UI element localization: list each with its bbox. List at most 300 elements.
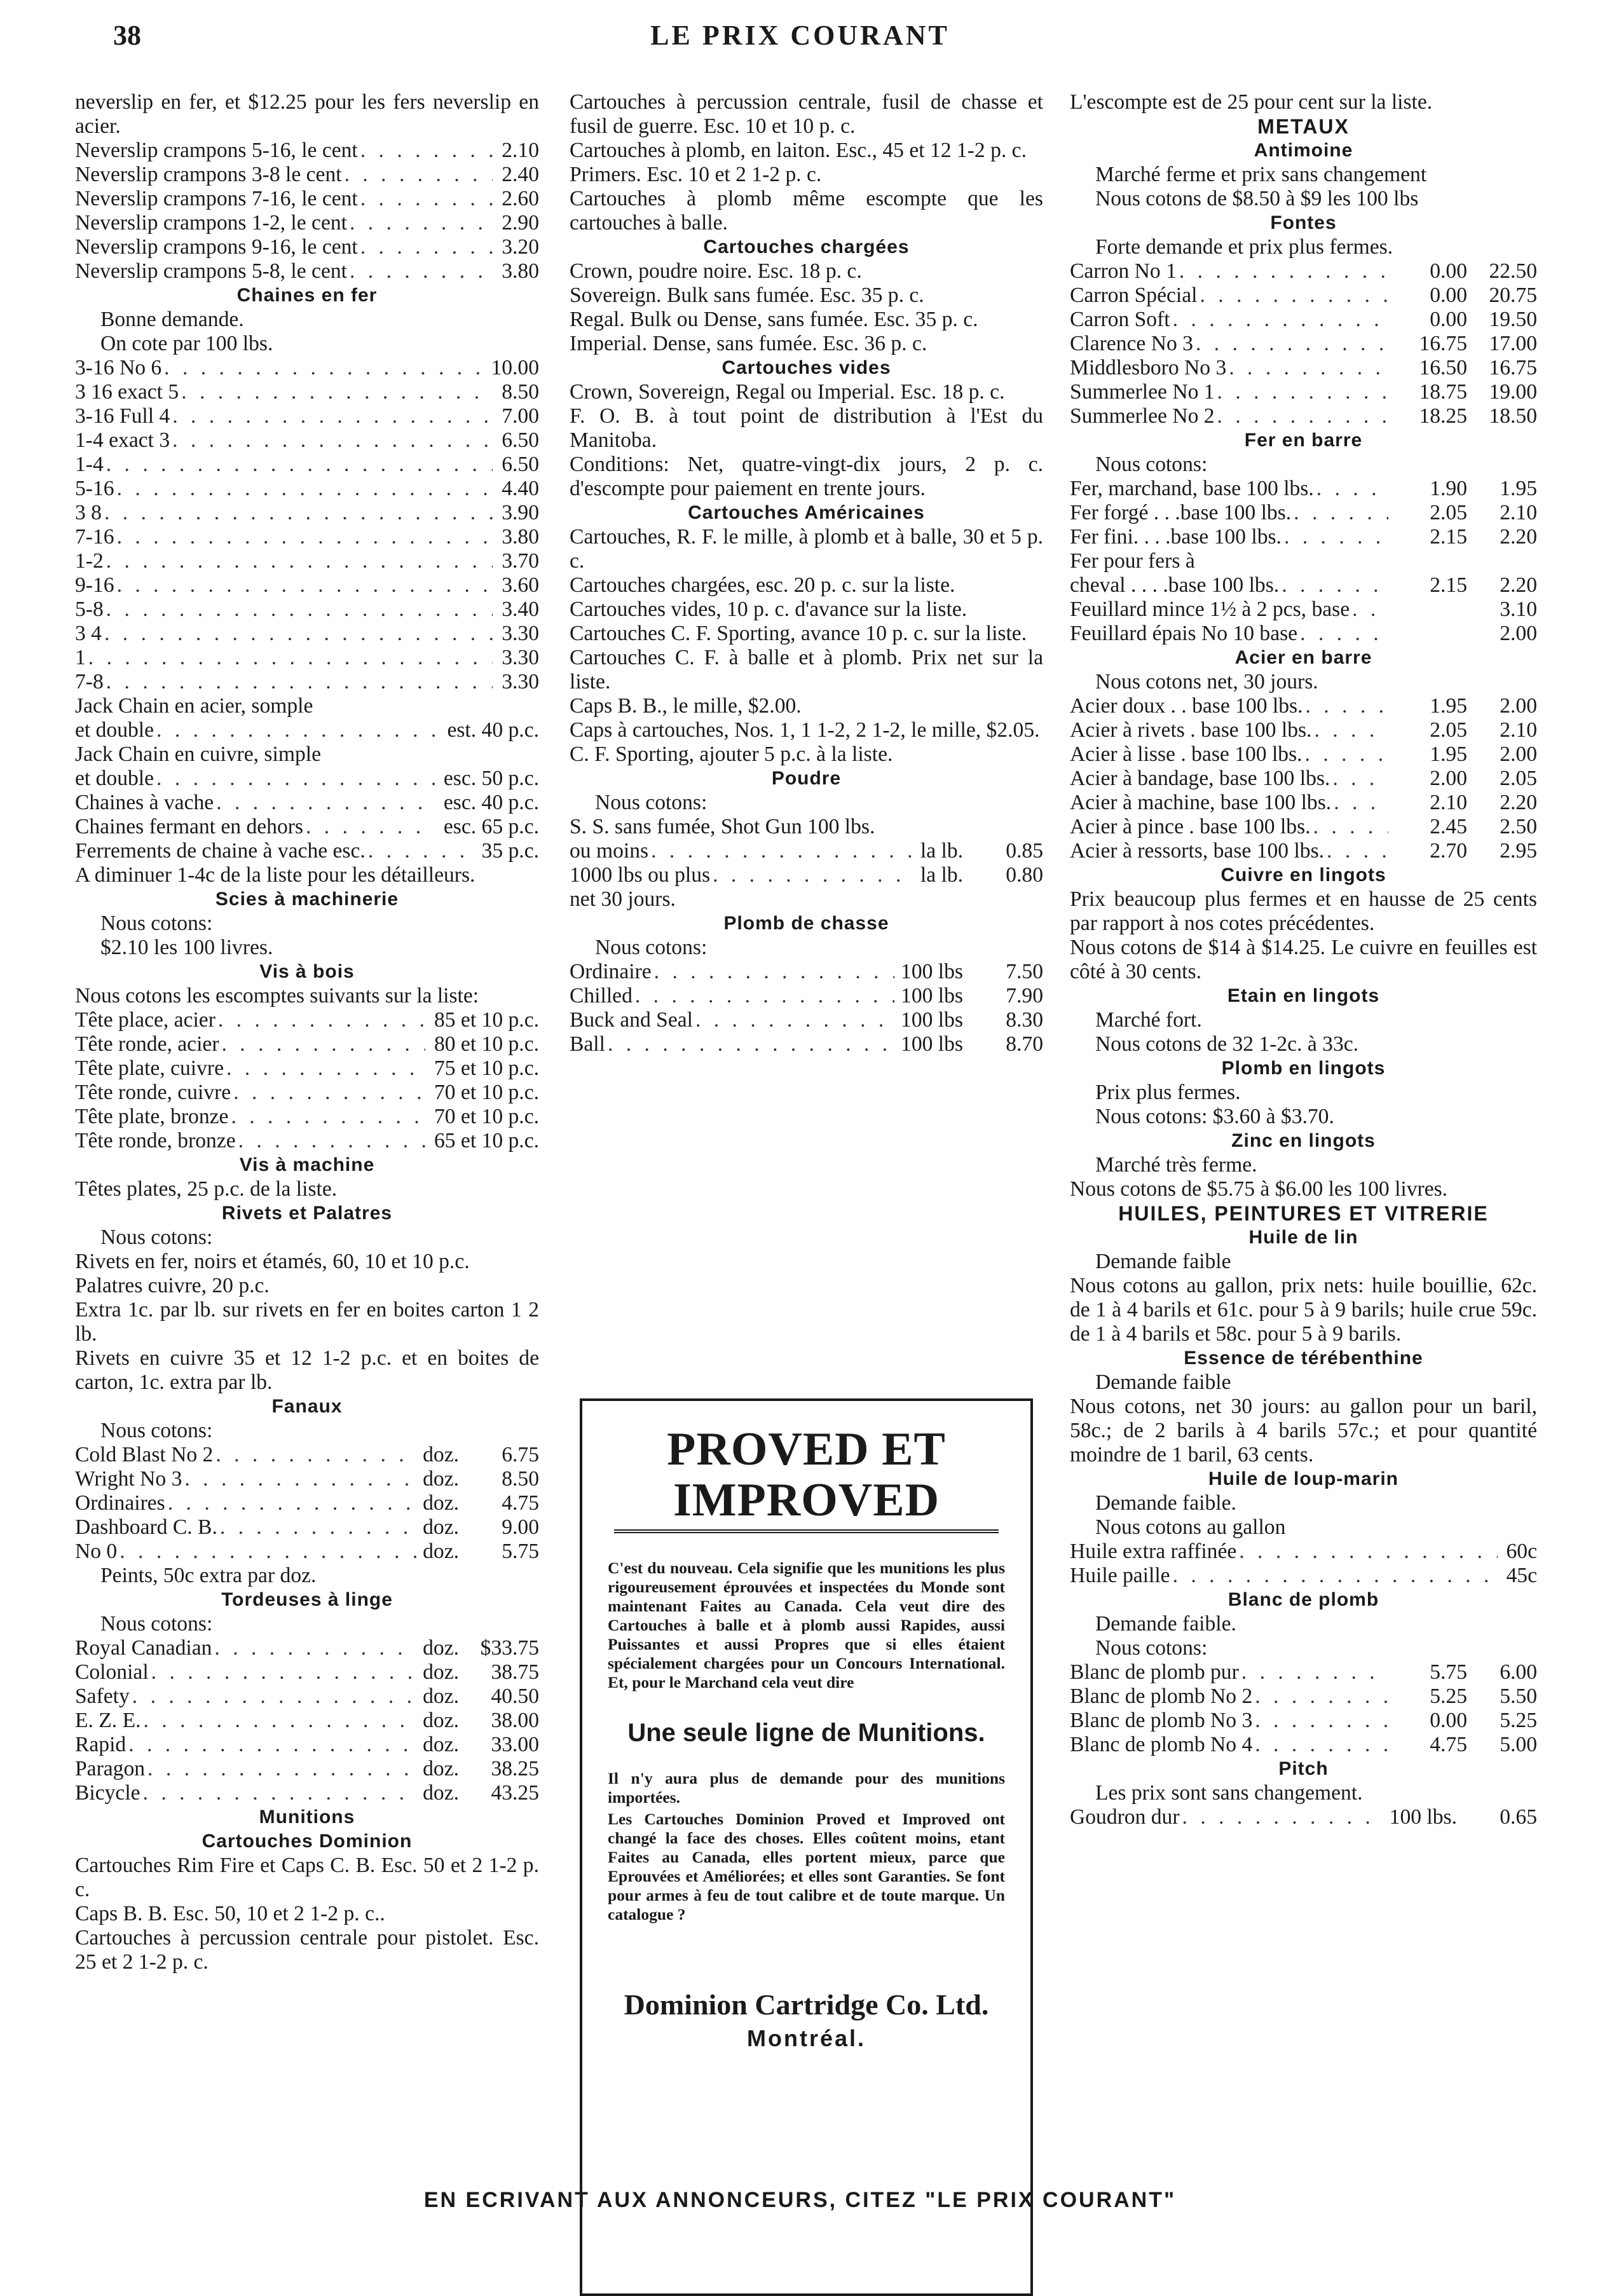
item-label: Ball [570, 1032, 605, 1056]
item-unit: doz. [423, 1467, 459, 1491]
item-price: 75 et 10 p.c. [434, 1056, 539, 1080]
price-row [75, 1781, 539, 1805]
price-row [75, 1467, 539, 1491]
item-unit: doz. [423, 1733, 459, 1756]
item-price-high: 1.95 [1500, 477, 1537, 500]
item-price-high: 5.50 [1500, 1684, 1537, 1708]
item-unit: doz. [423, 1660, 459, 1684]
item-price: est. 40 p.c. [447, 718, 539, 742]
leader-dots [1217, 380, 1388, 404]
leader-dots [106, 598, 493, 622]
item-price: 8.30 [1006, 1008, 1043, 1032]
item-label: 1 [75, 646, 86, 669]
paragraph: L'escompte est de 25 pour cent sur la liste. [1070, 90, 1433, 114]
text-line: $2.10 les 100 livres. [100, 936, 273, 959]
item-label: Carron Spécial [1070, 284, 1198, 307]
paragraph: Crown, Sovereign, Regal ou Imperial. Esc. 18 p. c. [570, 380, 1005, 404]
item-label: Neverslip crampons 1-2, le cent [75, 211, 347, 235]
section-heading: Scies à machinerie [215, 889, 399, 910]
leader-dots [117, 573, 493, 598]
paragraph: Cartouches, R. F. le mille, à plomb et à balle, 30 et 5 p. c. [570, 525, 1043, 573]
price-row [1070, 573, 1537, 598]
item-price-high: 19.00 [1489, 380, 1537, 404]
leader-dots [1200, 284, 1388, 308]
leader-dots [608, 1032, 894, 1056]
item-price-low: 4.75 [1430, 1733, 1467, 1756]
text-line: Têtes plates, 25 p.c. de la liste. [75, 1177, 338, 1201]
text-line: Marché très ferme. [1095, 1153, 1257, 1177]
page-title: LE PRIX COURANT [650, 20, 950, 51]
leader-dots [635, 984, 894, 1008]
item-price-high: 2.20 [1500, 525, 1537, 549]
leader-dots [1217, 404, 1388, 428]
paragraph: F. O. B. à tout point de distribution à l'Est du Manitoba. [570, 404, 1043, 452]
item-price: 6.50 [502, 428, 539, 452]
text-line: On cote par 100 lbs. [100, 332, 273, 355]
leader-dots [104, 622, 493, 646]
item-label: Chaines à vache [75, 791, 214, 814]
item-label: Goudron dur [1070, 1805, 1180, 1829]
section-heading: Cartouches chargées [703, 236, 910, 257]
item-label: Tête ronde, bronze [75, 1129, 236, 1152]
item-price: 3.30 [502, 670, 539, 694]
major-heading: HUILES, PEINTURES ET VITRERIE [1118, 1202, 1489, 1225]
price-row [75, 815, 539, 839]
item-price-high: 6.00 [1500, 1660, 1537, 1684]
leader-dots [1316, 477, 1388, 501]
price-row [1070, 622, 1537, 646]
price-row [570, 1032, 1043, 1056]
item-price: 3.70 [502, 549, 539, 573]
item-price: 2.40 [502, 163, 539, 186]
item-label: 1-4 exact 3 [75, 428, 170, 452]
text-line: Crown, poudre noire. Esc. 18 p. c. [570, 259, 862, 283]
price-row [1070, 1660, 1537, 1684]
section-heading: Cartouches Américaines [688, 502, 925, 523]
item-label: et double [75, 718, 154, 742]
item-price-low: 0.00 [1430, 259, 1467, 283]
item-label: Middlesboro No 3 [1070, 356, 1227, 379]
item-unit: doz. [423, 1684, 459, 1708]
item-price: 45c [1506, 1564, 1537, 1587]
item-price-high: 16.75 [1489, 356, 1537, 379]
item-label: Fer, marchand, base 100 lbs. [1070, 477, 1314, 500]
item-price: 3.20 [502, 235, 539, 259]
item-price: $33.75 [480, 1636, 539, 1660]
item-label: Neverslip crampons 5-16, le cent [75, 139, 358, 162]
section-heading: Tordeuses à linge [221, 1589, 393, 1610]
item-price-high: 2.00 [1500, 694, 1537, 718]
price-row [570, 863, 1043, 887]
price-row [75, 1515, 539, 1540]
item-label: Neverslip crampons 9-16, le cent [75, 235, 358, 259]
price-row [1070, 404, 1537, 428]
item-label: Acier à rivets . base 100 lbs. [1070, 718, 1312, 742]
item-label: Tête plate, cuivre [75, 1056, 224, 1080]
item-label: Colonial [75, 1660, 149, 1684]
item-price: 3.90 [502, 501, 539, 524]
text-line: Primers. Esc. 10 et 2 1-2 p. c. [570, 163, 822, 186]
dominion-cartridge-advertisement [580, 1398, 1033, 2296]
price-row [1070, 308, 1537, 332]
price-row [75, 404, 539, 428]
text-line: Nous cotons: [100, 1612, 213, 1636]
item-label: Neverslip crampons 7-16, le cent [75, 187, 358, 210]
column-left [75, 90, 539, 1974]
item-price-high: 2.00 [1500, 742, 1537, 766]
price-row [570, 839, 1043, 863]
section-heading: Poudre [771, 768, 842, 789]
price-row [75, 622, 539, 646]
column-right [1070, 90, 1537, 1829]
paragraph: Rivets en cuivre 35 et 12 1-2 p.c. et en boites de carton, 1c. extra par lb. [75, 1346, 539, 1394]
price-row [75, 1636, 539, 1660]
section-heading: Huile de lin [1248, 1227, 1358, 1248]
item-price-low: 0.00 [1430, 308, 1467, 331]
item-label: Ferrements de chaine à vache esc. [75, 839, 366, 863]
item-label: Chaines fermant en dehors [75, 815, 303, 838]
item-price-high: 3.10 [1500, 598, 1537, 621]
item-price: 8.70 [1006, 1032, 1043, 1056]
item-label: Feuillard épais No 10 base [1070, 622, 1298, 645]
item-unit: la lb. [920, 839, 963, 863]
section-heading: Fontes [1270, 212, 1337, 233]
item-price: 40.50 [491, 1684, 539, 1708]
paragraph: Cartouches à plomb, en laiton. Esc., 45 et 12 1-2 p. c. [570, 139, 1027, 162]
item-price-high: 2.10 [1500, 718, 1537, 742]
ad-slogan: Une seule ligne de Munitions. [627, 1719, 985, 1747]
item-label: 3-16 No 6 [75, 356, 162, 379]
item-price: 60c [1506, 1540, 1537, 1563]
item-price-low: 2.05 [1430, 718, 1467, 742]
item-label: 7-8 [75, 670, 104, 694]
leader-dots [1282, 573, 1388, 598]
item-label: Summerlee No 2 [1070, 404, 1215, 428]
leader-dots [1313, 815, 1388, 839]
price-row [75, 1757, 539, 1781]
text-line: Nous cotons: [595, 791, 708, 814]
item-label: Tête ronde, acier [75, 1032, 219, 1056]
text-line: Demande faible. [1095, 1491, 1236, 1515]
leader-dots [117, 477, 493, 501]
section-heading: Huile de loup-marin [1208, 1468, 1399, 1489]
item-label: Huile extra raffinée [1070, 1540, 1237, 1563]
ad-paragraph-imports: Il n'y aura plus de demande pour des munitions importées. [608, 1769, 1005, 1807]
leader-dots [1255, 1709, 1388, 1733]
price-row [75, 1008, 539, 1032]
item-price-high: 2.95 [1500, 839, 1537, 863]
leader-dots [1173, 1564, 1498, 1588]
leader-dots [306, 815, 435, 839]
section-heading: Zinc en lingots [1231, 1130, 1376, 1151]
item-label: Rapid [75, 1733, 126, 1756]
item-price-high: 20.75 [1489, 284, 1537, 307]
price-row [1070, 742, 1537, 767]
price-row [75, 1684, 539, 1709]
price-row [75, 1491, 539, 1515]
text-line: Bonne demande. [100, 308, 244, 331]
leader-dots [651, 839, 914, 863]
leader-dots [654, 960, 894, 984]
item-label: Paragon [75, 1757, 146, 1780]
price-row [1070, 839, 1537, 863]
price-row [75, 356, 539, 380]
item-label: 3-16 Full 4 [75, 404, 170, 428]
price-row [75, 501, 539, 525]
item-price: 9.00 [502, 1515, 539, 1539]
price-row [75, 573, 539, 598]
item-unit: doz. [423, 1781, 459, 1805]
item-label: Tête place, acier [75, 1008, 215, 1032]
item-price: 3.80 [502, 525, 539, 549]
item-price: 2.60 [502, 187, 539, 210]
item-price-high: 5.00 [1500, 1733, 1537, 1756]
price-row [75, 1081, 539, 1105]
text-line: Nous cotons: [100, 1419, 213, 1442]
paragraph: Caps à cartouches, Nos. 1, 1 1-2, 2 1-2, le mille, $2.05. [570, 718, 1040, 742]
item-price-high: 2.00 [1500, 622, 1537, 645]
item-price: 7.50 [1006, 960, 1043, 983]
text-line: Jack Chain en acier, somple [75, 694, 313, 718]
leader-dots [1196, 332, 1388, 356]
text-line: Nous cotons: [1095, 1636, 1208, 1660]
item-label: 3 16 exact 5 [75, 380, 179, 404]
item-price-low: 18.75 [1419, 380, 1467, 404]
leader-dots [1306, 694, 1389, 718]
item-price: 3.60 [502, 573, 539, 597]
price-row [75, 670, 539, 694]
text-line: Demande faible [1095, 1370, 1231, 1394]
price-row [1070, 598, 1537, 622]
section-heading: Fanaux [271, 1396, 343, 1417]
item-price-low: 2.05 [1430, 501, 1467, 524]
leader-dots [220, 1515, 416, 1540]
section-heading: Acier en barre [1234, 647, 1372, 668]
price-row [1070, 815, 1537, 839]
price-row [75, 453, 539, 477]
paragraph: Extra 1c. par lb. sur rivets en fer en boites carton 1 2 lb. [75, 1298, 539, 1346]
price-row [75, 187, 539, 211]
price-row [1070, 332, 1537, 356]
leader-dots [1284, 525, 1388, 549]
item-label: 3 8 [75, 501, 102, 524]
price-row [75, 380, 539, 404]
item-label: Carron No 1 [1070, 259, 1177, 283]
price-row [75, 428, 539, 453]
item-label: Blanc de plomb No 3 [1070, 1709, 1253, 1732]
item-price-low: 2.10 [1430, 791, 1467, 814]
item-price: 0.80 [1006, 863, 1043, 887]
item-label: Acier doux . . base 100 lbs. [1070, 694, 1303, 718]
item-label: Tête plate, bronze [75, 1105, 229, 1128]
item-price: esc. 40 p.c. [443, 791, 539, 814]
item-label: Tête ronde, cuivre [75, 1081, 231, 1104]
item-price-high: 19.50 [1489, 308, 1537, 331]
leader-dots [233, 1081, 425, 1105]
price-row [75, 139, 539, 163]
text-line: Nous cotons au gallon [1095, 1515, 1286, 1539]
price-row [1070, 1709, 1537, 1733]
item-label: Ordinaire [570, 960, 652, 983]
leader-dots [168, 1491, 416, 1515]
price-row [75, 791, 539, 815]
leader-dots [218, 1008, 425, 1032]
price-row [570, 1008, 1043, 1032]
item-price: 35 p.c. [481, 839, 539, 863]
item-price: 2.90 [502, 211, 539, 235]
leader-dots [120, 1540, 416, 1564]
item-price-low: 2.15 [1430, 573, 1467, 597]
item-label: Huile paille [1070, 1564, 1170, 1587]
item-label: E. Z. E. [75, 1709, 141, 1732]
leader-dots [151, 1660, 416, 1684]
item-price-low: 16.50 [1419, 356, 1467, 379]
price-row [75, 1733, 539, 1757]
section-heading: Essence de térébenthine [1184, 1348, 1423, 1369]
leader-dots [156, 718, 438, 742]
text-line: Prix plus fermes. [1095, 1081, 1241, 1104]
text-line: Fer pour fers à [1070, 549, 1195, 573]
leader-dots [184, 1467, 416, 1491]
paragraph: Nous cotons de $14 à $14.25. Le cuivre en feuilles est côté à 30 cents. [1070, 936, 1537, 983]
item-price-low: 0.00 [1430, 1709, 1467, 1732]
leader-dots [222, 1032, 425, 1056]
leader-dots [147, 1757, 416, 1781]
item-label: Safety [75, 1684, 130, 1708]
section-heading: Munitions [259, 1807, 355, 1828]
paragraph: Sovereign. Bulk sans fumée. Esc. 35 p. c. [570, 284, 924, 307]
item-price-high: 5.25 [1500, 1709, 1537, 1732]
leader-dots [1352, 598, 1388, 622]
item-price-low: 5.25 [1430, 1684, 1467, 1708]
item-price-high: 2.50 [1500, 815, 1537, 838]
price-row [1070, 1733, 1537, 1757]
leader-dots [1241, 1660, 1388, 1684]
leader-dots [695, 1008, 894, 1032]
item-price: 33.00 [491, 1733, 539, 1756]
item-price: 43.25 [491, 1781, 539, 1805]
item-price-high: 2.20 [1500, 791, 1537, 814]
item-label: cheval . . . .base 100 lbs. [1070, 573, 1280, 597]
item-unit: la lb. [920, 863, 963, 887]
leader-dots [1314, 718, 1388, 742]
text-line: Marché ferme et prix sans changement [1095, 163, 1427, 186]
item-label: 7-16 [75, 525, 114, 549]
item-price-high: 17.00 [1489, 332, 1537, 355]
item-label: Acier à bandage, base 100 lbs. [1070, 767, 1330, 790]
item-price: 8.50 [502, 1467, 539, 1491]
item-price-high: 2.05 [1500, 767, 1537, 790]
item-price: 6.75 [502, 1443, 539, 1466]
price-row [1070, 1805, 1537, 1829]
leader-dots [360, 235, 493, 259]
paragraph: Rivets en fer, noirs et étamés, 60, 10 et 10 p.c. [75, 1250, 470, 1273]
item-price: 38.25 [491, 1757, 539, 1780]
price-row [75, 598, 539, 622]
price-row [1070, 1540, 1537, 1564]
item-label: Acier à lisse . base 100 lbs. [1070, 742, 1303, 766]
ad-company-name: Dominion Cartridge Co. Ltd. [624, 1988, 989, 2021]
price-row [1070, 694, 1537, 718]
item-label: Feuillard mince 1½ à 2 pcs, base [1070, 598, 1350, 621]
section-heading: Cartouches vides [721, 357, 891, 378]
leader-dots [106, 453, 493, 477]
price-row [1070, 501, 1537, 525]
text-line: S. S. sans fumée, Shot Gun 100 lbs. [570, 815, 875, 838]
price-row [1070, 259, 1537, 284]
price-row [1070, 718, 1537, 742]
leader-dots [172, 428, 493, 453]
leader-dots [226, 1056, 425, 1081]
leader-dots [1229, 356, 1388, 380]
price-row [570, 960, 1043, 984]
item-price: 10.00 [491, 356, 539, 379]
section-heading: Antimoine [1254, 140, 1353, 161]
text-line: Nous cotons net, 30 jours. [1095, 670, 1318, 694]
leader-dots [368, 839, 473, 863]
item-price-low: 0.00 [1430, 284, 1467, 307]
leader-dots [1294, 501, 1388, 525]
item-price: 3.30 [502, 646, 539, 669]
item-price: 0.85 [1006, 839, 1043, 863]
item-price-low: 5.75 [1430, 1660, 1467, 1684]
ad-paragraph-intro: C'est du nouveau. Cela signifie que les munitions les plus rigoureusement éprouvées et inspectées du Monde sont maintenant Faites au Canada. Cela veut dire des Cartouches à balle et à plomb aussi Rapides, aussi Puissantes et aussi Propres que si elles étaient spécialement chargées pour un Concours International. Et, pour le Marchand cela veut dire [608, 1559, 1005, 1691]
item-label: Royal Canadian [75, 1636, 212, 1660]
item-label: Neverslip crampons 5-8, le cent [75, 259, 347, 283]
item-price: 70 et 10 p.c. [434, 1105, 539, 1128]
text-line: Imperial. Dense, sans fumée. Esc. 36 p. c. [570, 332, 927, 355]
price-row [1070, 525, 1537, 549]
item-label: 5-16 [75, 477, 114, 500]
price-row [75, 1540, 539, 1564]
item-price: 85 et 10 p.c. [434, 1008, 539, 1032]
paragraph: Prix beaucoup plus fermes et en hausse de 25 cents par rapport à nos cotes précédentes. [1070, 887, 1537, 935]
item-price: 38.00 [491, 1709, 539, 1732]
item-label: Blanc de plomb pur [1070, 1660, 1239, 1684]
leader-dots [164, 356, 482, 380]
paragraph: Cartouches C. F. à balle et à plomb. Prix net sur la liste. [570, 646, 1043, 694]
item-price: 4.40 [502, 477, 539, 500]
text-line: Marché fort. [1095, 1008, 1202, 1032]
item-unit: 100 lbs [901, 1032, 963, 1056]
item-price: 70 et 10 p.c. [434, 1081, 539, 1104]
item-price: 0.65 [1500, 1805, 1537, 1829]
item-label: Chilled [570, 984, 632, 1008]
text-line: Nous cotons: [1095, 453, 1208, 476]
price-row [75, 718, 539, 742]
section-heading: Blanc de plomb [1227, 1589, 1379, 1610]
item-price: 2.10 [502, 139, 539, 162]
item-price: 3.80 [502, 259, 539, 283]
item-label: Wright No 3 [75, 1467, 182, 1491]
leader-dots [1239, 1540, 1497, 1564]
price-row [75, 163, 539, 187]
item-price-low: 16.75 [1419, 332, 1467, 355]
price-row [75, 1129, 539, 1153]
item-unit: 100 lbs. [1389, 1805, 1457, 1829]
price-row [75, 259, 539, 284]
item-price-low: 1.90 [1430, 477, 1467, 500]
paragraph: A diminuer 1-4c de la liste pour les détailleurs. [75, 863, 475, 887]
item-label: ou moins [570, 839, 649, 863]
item-label: Bicycle [75, 1781, 140, 1805]
item-price: 65 et 10 p.c. [434, 1129, 539, 1152]
paragraph: Nous cotons de $5.75 à $6.00 les 100 livres. [1070, 1177, 1448, 1201]
item-price-high: 18.50 [1489, 404, 1537, 428]
leader-dots [238, 1129, 425, 1153]
paragraph: Cartouches à percussion centrale, fusil de chasse et fusil de guerre. Esc. 10 et 10 p. c. [570, 90, 1043, 138]
leader-dots [104, 501, 493, 525]
